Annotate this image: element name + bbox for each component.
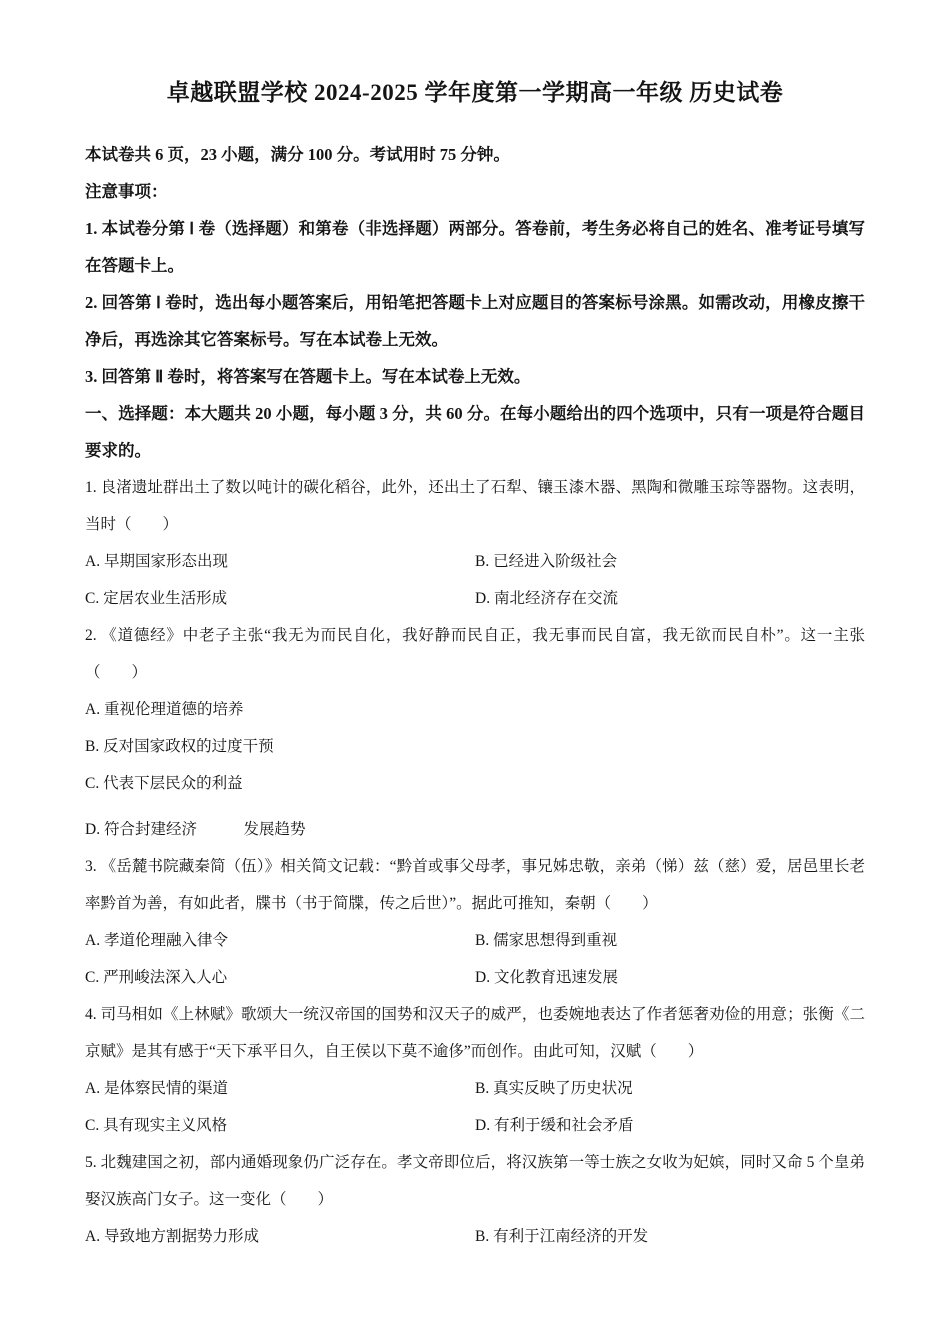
question-5-stem: 5. 北魏建国之初，部内通婚现象仍广泛存在。孝文帝即位后，将汉族第一等士族之女收为妃嫔，同时又命 5 个皇弟娶汉族高门女子。这一变化（ ） — [85, 1154, 865, 1208]
question-3-option-a: A. 孝道伦理融入律令 — [85, 932, 228, 949]
question-1-option-d: D. 南北经济存在交流 — [475, 590, 618, 607]
question-2 — [85, 617, 865, 848]
question-3-options — [85, 922, 865, 996]
notice-item-1: 1. 本试卷分第 Ⅰ 卷（选择题）和第卷（非选择题）两部分。答卷前，考生务必将自己的姓名、准考证号填写在答题卡上。 — [85, 219, 865, 275]
question-1-option-c: C. 定居农业生活形成 — [85, 590, 228, 607]
question-2-option-b: B. 反对国家政权的过度干预 — [85, 738, 274, 755]
question-1-stem: 1. 良渚遗址群出土了数以吨计的碳化稻谷，此外，还出土了石犁、镶玉漆木器、黑陶和微雕玉琮等器物。这表明，当时（ ） — [85, 479, 865, 533]
question-4 — [85, 996, 865, 1144]
question-3-option-d: D. 文化教育迅速发展 — [475, 969, 618, 986]
question-4-option-d: D. 有利于缓和社会矛盾 — [475, 1117, 634, 1134]
question-4-stem: 4. 司马相如《上林赋》歌颂大一统汉帝国的国势和汉天子的威严，也委婉地表达了作者惩奢劝俭的用意；张衡《二京赋》是其有感于“天下承平日久，自王侯以下莫不逾侈”而创作。由此可知，汉赋（ ） — [85, 1006, 865, 1060]
question-4-option-c: C. 具有现实主义风格 — [85, 1117, 228, 1134]
question-1-options — [85, 543, 865, 617]
question-2-option-d: D. 符合封建经济 发展趋势 — [85, 821, 306, 838]
question-1 — [85, 469, 865, 617]
question-1-option-b: B. 已经进入阶级社会 — [475, 553, 618, 570]
notice-item-2: 2. 回答第 Ⅰ 卷时，选出每小题答案后，用铅笔把答题卡上对应题目的答案标号涂黑。如需改动，用橡皮擦干净后，再选涂其它答案标号。写在本试卷上无效。 — [85, 293, 865, 349]
question-2-option-a: A. 重视伦理道德的培养 — [85, 701, 244, 718]
question-4-options — [85, 1070, 865, 1144]
question-3 — [85, 848, 865, 996]
question-3-option-b: B. 儒家思想得到重视 — [475, 932, 618, 949]
question-1-option-a: A. 早期国家形态出现 — [85, 553, 228, 570]
question-4-option-b: B. 真实反映了历史状况 — [475, 1080, 633, 1097]
section-header-choice: 一、选择题：本大题共 20 小题，每小题 3 分，共 60 分。在每小题给出的四个选项中，只有一项是符合题目要求的。 — [85, 404, 865, 460]
notice-header: 注意事项： — [85, 182, 168, 201]
question-3-option-c: C. 严刑峻法深入人心 — [85, 969, 228, 986]
question-4-option-a: A. 是体察民情的渠道 — [85, 1080, 228, 1097]
question-2-option-c: C. 代表下层民众的利益 — [85, 775, 243, 792]
question-5 — [85, 1144, 865, 1255]
question-5-options — [85, 1218, 865, 1255]
exam-info-line: 本试卷共 6 页，23 小题，满分 100 分。考试用时 75 分钟。 — [85, 145, 510, 164]
question-3-stem: 3. 《岳麓书院藏秦简（伍）》相关简文记载：“黔首或事父母孝，事兄姊忠敬，亲弟（悌）兹（慈）爱，居邑里长老率黔首为善，有如此者，牒书（书于简牒，传之后世）”。据此可推知，秦朝（ ） — [85, 858, 865, 912]
question-2-options — [85, 691, 865, 848]
question-2-stem: 2. 《道德经》中老子主张“我无为而民自化，我好静而民自正，我无事而民自富，我无欲而民自朴”。这一主张（ ） — [85, 627, 865, 681]
question-5-option-a: A. 导致地方割据势力形成 — [85, 1228, 259, 1245]
question-5-option-b: B. 有利于江南经济的开发 — [475, 1228, 649, 1245]
notice-item-3: 3. 回答第 Ⅱ 卷时，将答案写在答题卡上。写在本试卷上无效。 — [85, 367, 531, 386]
page-title: 卓越联盟学校 2024-2025 学年度第一学期高一年级 历史试卷 — [166, 80, 784, 105]
